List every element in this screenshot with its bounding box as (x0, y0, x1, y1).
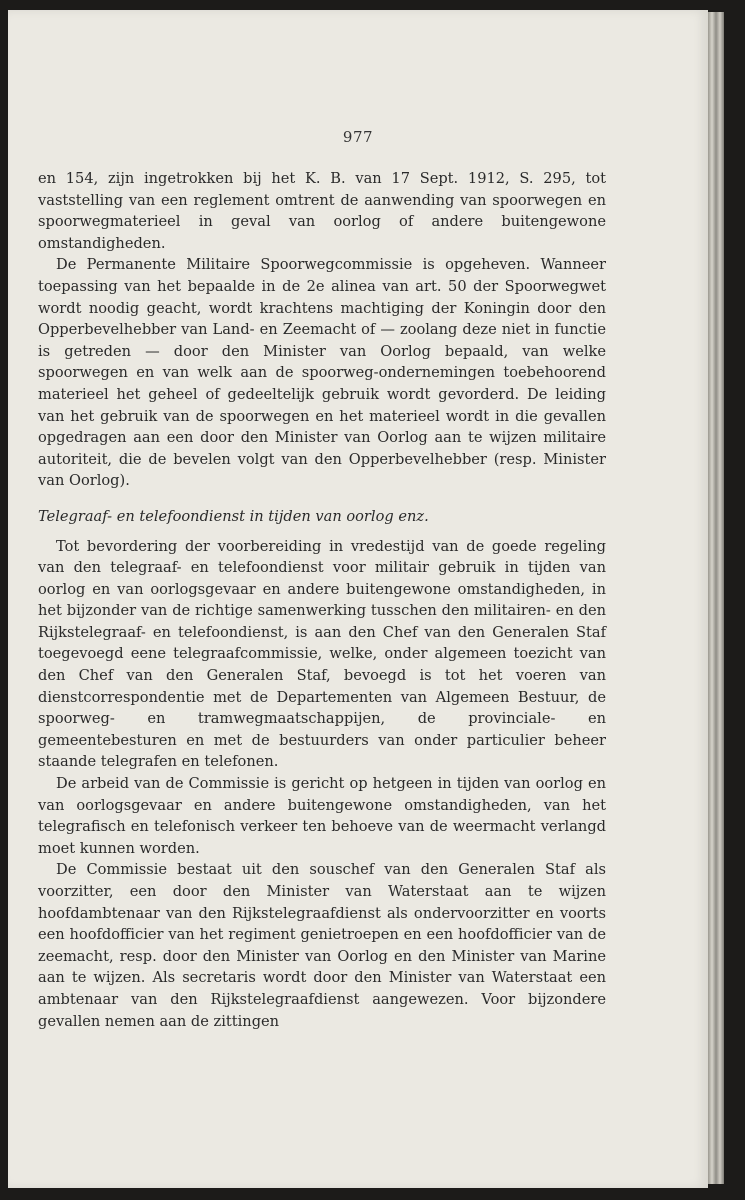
page-edge-stack (708, 12, 724, 1184)
paragraph-spoorwegcommissie: De Permanente Militaire Spoorwegcommissie is opgeheven. Wanneer toepassing van het bepaalde in de 2e alinea van art. 50 der Spoorwegwet wordt noodig geacht, wordt krachtens machtiging der Koningin door den Opperbevelhebber van Land- en Zeemacht of — zoolang deze niet in functie is getreden — door den Minister van Oorlog bepaald, van welke spoorwegen en van welk aan de spoorweg-ondernemingen toebehoorend materieel het geheel of gedeeltelijk gebruik wordt gevorderd. De leiding van het gebruik van de spoorwegen en het materieel wordt in die gevallen opgedragen aan een door den Minister van Oorlog aan te wijzen militaire autoriteit, die de bevelen volgt van den Opperbevelhebber (resp. Minister van Oorlog). (38, 256, 606, 490)
paragraph-continuation: en 154, zijn ingetrokken bij het K. B. van 17 Sept. 1912, S. 295, tot vaststelling van een reglement omtrent de aanwending van spoorwegen en spoorwegmaterieel in geval van oorlog of andere buitengewone omstandigheden. (38, 170, 606, 252)
book-page (8, 10, 708, 1188)
page-number: 977 (342, 128, 374, 146)
section-heading-telegraaf: Telegraaf- en telefoondienst in tijden van oorlog enz. (38, 507, 429, 525)
paragraph-telegraafcommissie: Tot bevordering der voorbereiding in vredestijd van de goede regeling van den telegraaf- en telefoondienst voor militair gebruik in tijden van oorlog en van oorlogsgevaar en andere buitengewone omstandigheden, in het bijzonder van de richtige samenwerking tusschen den militairen- en den Rijkstelegraaf- en telefoondienst, is aan den Chef van den Generalen Staf toegevoegd eene telegraafcommissie, welke, onder algemeen toezicht van den Chef van den Generalen Staf, bevoegd is tot het voeren van dienstcorrespondentie met de Departementen van Algemeen Bestuur, de spoorweg- en tramwegmaatschappijen, de provinciale- en gemeentebesturen en met de bestuurders van onder particulier beheer staande telegrafen en telefonen. (38, 537, 606, 771)
page-body (38, 168, 606, 1032)
paragraph-arbeid-commissie: De arbeid van de Commissie is gericht op hetgeen in tijden van oorlog en van oorlogsgevaar en andere buitengewone omstandigheden, van het telegrafisch en telefonisch verkeer ten behoeve van de weermacht verlangd moet kunnen worden. (38, 775, 606, 857)
paragraph-samenstelling-commissie: De Commissie bestaat uit den souschef van den Generalen Staf als voorzitter, een door den Minister van Waterstaat aan te wijzen hoofdambtenaar van den Rijkstelegraafdienst als ondervoorzitter en voorts een hoofdofficier van het regiment genietroepen en een hoofdofficier van de zeemacht, resp. door den Minister van Oorlog en den Minister van Marine aan te wijzen. Als secretaris wordt door den Minister van Waterstaat een ambtenaar van den Rijkstelegraafdienst aangewezen. Voor bijzondere gevallen nemen aan de zittingen (38, 861, 606, 1030)
